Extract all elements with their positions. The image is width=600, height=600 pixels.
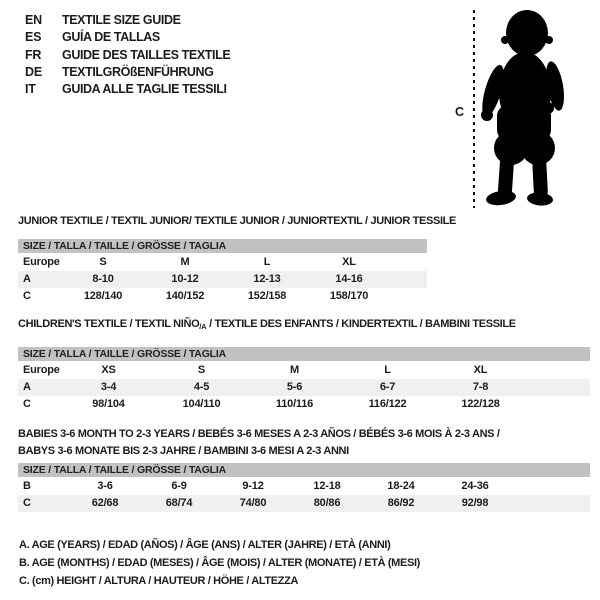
babies-size-table [18,463,590,512]
filler-cell [390,271,427,288]
title-line-1: BABIES 3-6 MONTH TO 2-3 YEARS / BEBÉS 3-6 MESES A 2-3 AÑOS / BÉBÉS 3-6 MOIS À 2-3 ANS / [18,428,500,440]
row-label: C [23,290,31,302]
cell: 98/104 [92,398,125,410]
column-header: S [197,364,206,376]
filler-cell [527,362,590,379]
title-subscript: /A [199,322,207,331]
language-row [25,47,230,64]
note-age-years: A. AGE (YEARS) / EDAD (AÑOS) / ÂGE (ANS) / ALTER (JAHRE) / ETÀ (ANNI) [19,539,391,551]
section-title-children [18,318,590,331]
table-row-b [18,478,590,495]
cell: 14-16 [335,273,363,285]
table-row-c [18,288,427,305]
cell: 24-36 [461,480,489,492]
cell: 68/74 [165,497,193,509]
cell: 158/170 [329,290,369,302]
cell: 3-4 [100,381,117,393]
table-row-a [18,379,590,396]
table-row-c [18,495,590,512]
cell: 6-7 [379,381,396,393]
filler-cell [527,379,590,396]
cell: 116/122 [368,398,407,410]
row-label: C [23,497,31,509]
cell: 74/80 [239,497,267,509]
table-row-c [18,396,590,413]
table-column-header-row [18,362,590,379]
size-header-band: SIZE / TALLA / TAILLE / GRÖSSE / TAGLIA [18,463,590,477]
language-row [25,64,230,81]
legend-notes [19,536,420,591]
cell: 104/110 [182,398,221,410]
filler-cell [512,495,590,512]
cell: 18-24 [387,480,415,492]
column-header: Europe [23,256,60,268]
cell: 6-9 [171,480,187,492]
column-header: L [263,256,271,268]
section-title-junior: JUNIOR TEXTILE / TEXTIL JUNIOR/ TEXTILE JUNIOR / JUNIORTEXTIL / JUNIOR TESSILE [18,215,457,227]
column-header: XL [342,256,356,268]
cell: 7-8 [472,381,489,393]
section-junior [18,215,457,305]
column-header: XS [101,364,116,376]
language-title: TEXTILE SIZE GUIDE [62,13,181,27]
language-code: DE [25,64,42,79]
note-age-months: B. AGE (MONTHS) / EDAD (MESES) / ÂGE (MOIS) / ALTER (MONATE) / ETÀ (MESI) [19,557,420,570]
size-header-band: SIZE / TALLA / TAILLE / GRÖSSE / TAGLIA [18,347,590,361]
filler-cell [390,254,427,271]
cell: 4-5 [193,381,210,393]
cell: 86/92 [387,497,415,509]
column-header: Europe [23,364,60,376]
language-code: IT [25,82,36,97]
cell: 8-10 [92,273,114,285]
section-title-babies [18,426,590,460]
size-header-band: SIZE / TALLA / TAILLE / GRÖSSE / TAGLIA [18,239,427,253]
cell: 62/68 [91,497,119,509]
row-label: A [23,381,31,393]
language-title: GUIDA ALLE TAGLIE TESSILI [62,82,227,97]
language-title: TEXTILGRÖßENFÜHRUNG [62,64,214,79]
table-row-a [18,271,427,288]
table-column-header-row [18,254,427,271]
language-row [25,12,230,29]
cell: 3-6 [97,480,113,492]
language-code: FR [25,47,42,62]
language-code: EN [25,13,42,27]
row-label: C [23,398,31,410]
column-header: M [180,256,190,268]
language-title: GUÍA DE TALLAS [62,30,160,45]
cell: 140/152 [165,290,205,302]
title-line-2: BABYS 3-6 MONATE BIS 2-3 JAHRE / BAMBINI 3-6 MESI A 2-3 ANNI [18,445,349,457]
column-header: S [99,256,107,268]
filler-cell [390,288,427,305]
children-size-table [18,347,590,413]
cell: 10-12 [171,273,199,285]
cell: 128/140 [83,290,123,302]
cell: 110/116 [275,398,314,410]
column-header: M [290,364,299,376]
cell: 92/98 [461,497,489,509]
cell: 12-13 [253,273,281,285]
language-row [25,81,230,98]
language-title: GUIDE DES TAILLES TEXTILE [62,47,231,62]
filler-cell [527,396,590,413]
cell: 152/158 [247,290,287,302]
section-babies [18,426,590,512]
cell: 122/128 [461,398,500,410]
note-height-cm: C. (cm) HEIGHT / ALTURA / HAUTEUR / HÖHE / ALTEZZA [19,575,299,588]
column-header: XL [473,364,488,376]
height-dashed-line [473,10,475,208]
cell: 80/86 [313,497,341,509]
cell: 5-6 [286,381,303,393]
title-text: CHILDREN'S TEXTILE / TEXTIL NIÑO [18,318,200,330]
filler-cell [512,478,590,495]
row-label: B [23,480,31,492]
language-list [25,12,230,98]
section-children [18,318,590,413]
cell: 12-18 [313,480,341,492]
junior-size-table [18,239,427,305]
title-text: / TEXTILE DES ENFANTS / KINDERTEXTIL / BAMBINI TESSILE [206,318,516,330]
height-measure-label: C [455,105,465,119]
row-label: A [23,273,31,285]
column-header: L [384,364,391,376]
language-code: ES [25,30,42,45]
baby-silhouette [480,6,568,208]
cell: 9-12 [242,480,264,492]
language-row [25,29,230,46]
